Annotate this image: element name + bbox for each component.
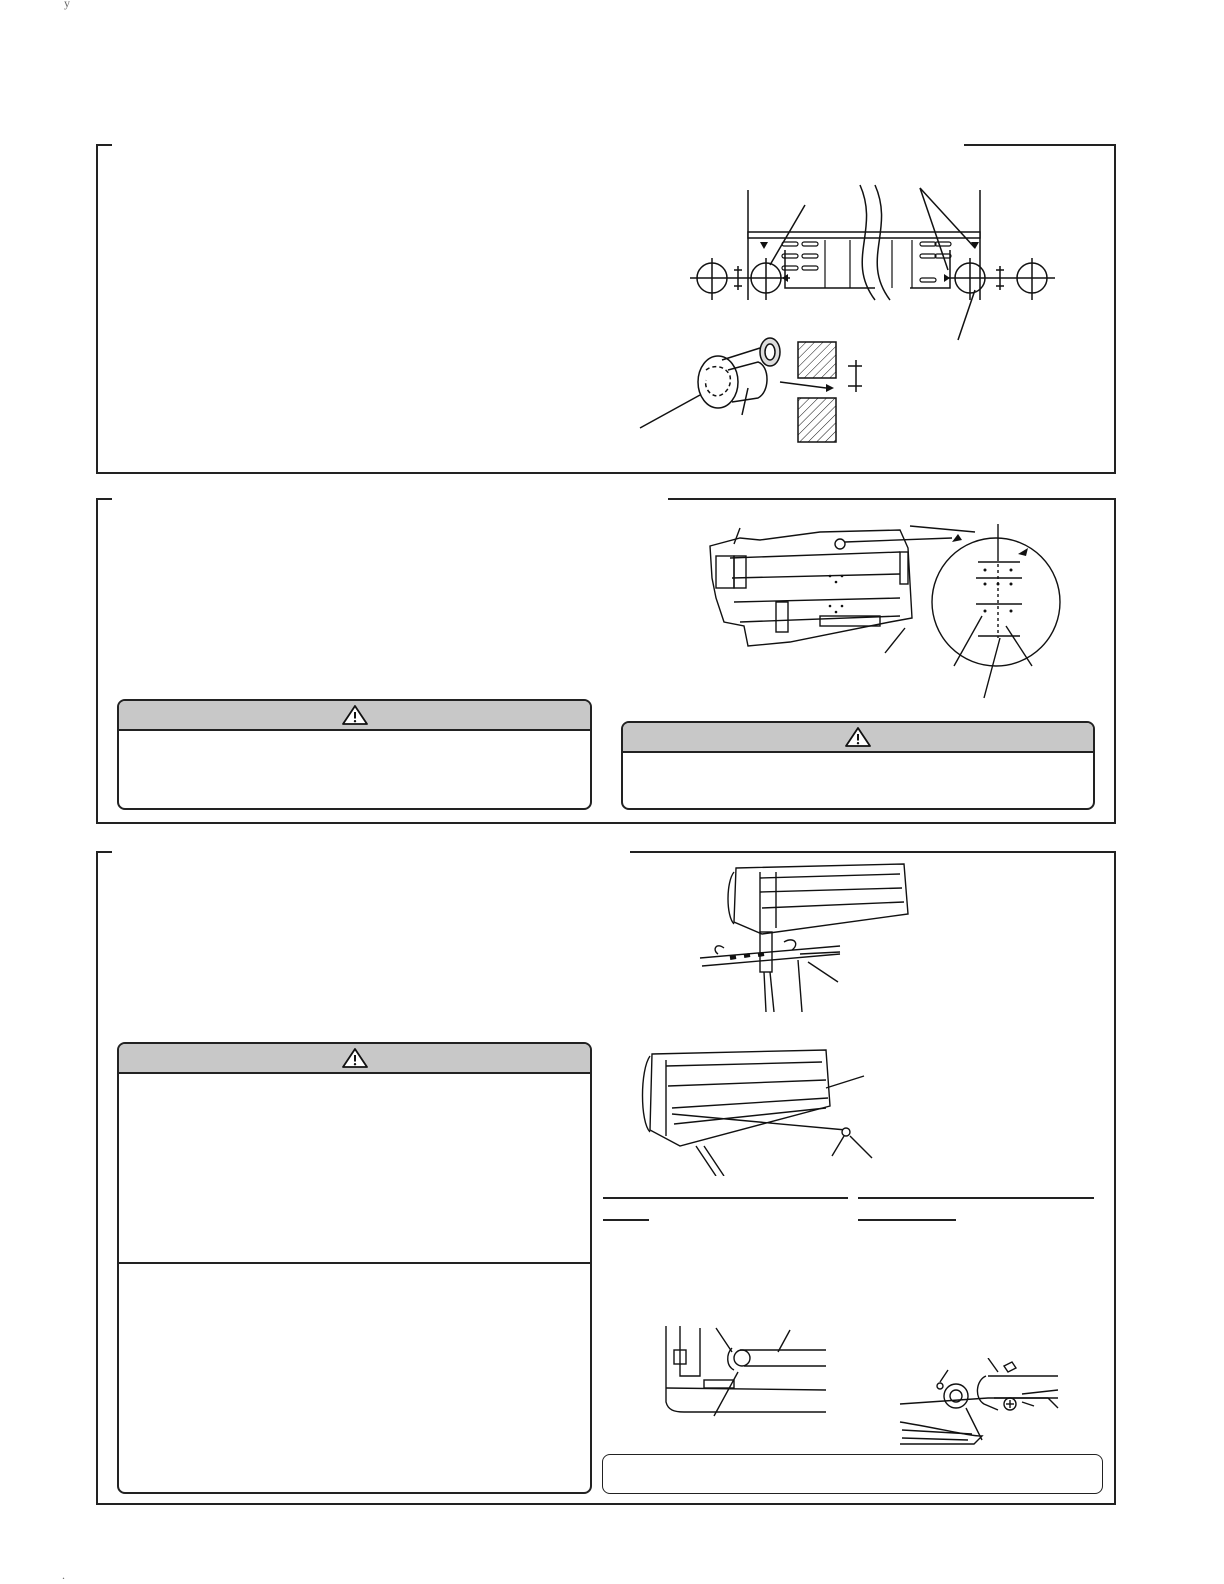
indoor-unit-piping-diagram [690, 862, 930, 1012]
drain-hose-left-diagram [660, 1318, 830, 1418]
drain-hose-right-diagram [898, 1358, 1070, 1448]
warning-box-section-3-header [119, 1044, 590, 1074]
subsection-left-rule [603, 1197, 848, 1199]
warning-box-left-header [119, 701, 590, 731]
installation-plate-diagram [700, 518, 1080, 703]
subsection-right-rule [858, 1197, 1094, 1199]
warning-box-left [117, 699, 592, 810]
warning-triangle-icon [341, 1047, 369, 1069]
warning-box-right-header [623, 723, 1093, 753]
indoor-unit-drain-diagram [636, 1046, 886, 1176]
mounting-hole-diagram [630, 170, 1090, 460]
warning-box-section-3-divider [117, 1262, 592, 1264]
warning-box-section-3 [117, 1042, 592, 1494]
footer-mark: . [62, 1568, 65, 1582]
corner-mark: y [64, 0, 70, 10]
warning-triangle-icon [844, 726, 872, 748]
note-box [602, 1454, 1103, 1494]
subsection-left-underline [603, 1219, 649, 1221]
warning-triangle-icon [341, 704, 369, 726]
subsection-right-underline [858, 1219, 956, 1221]
warning-box-right [621, 721, 1095, 810]
